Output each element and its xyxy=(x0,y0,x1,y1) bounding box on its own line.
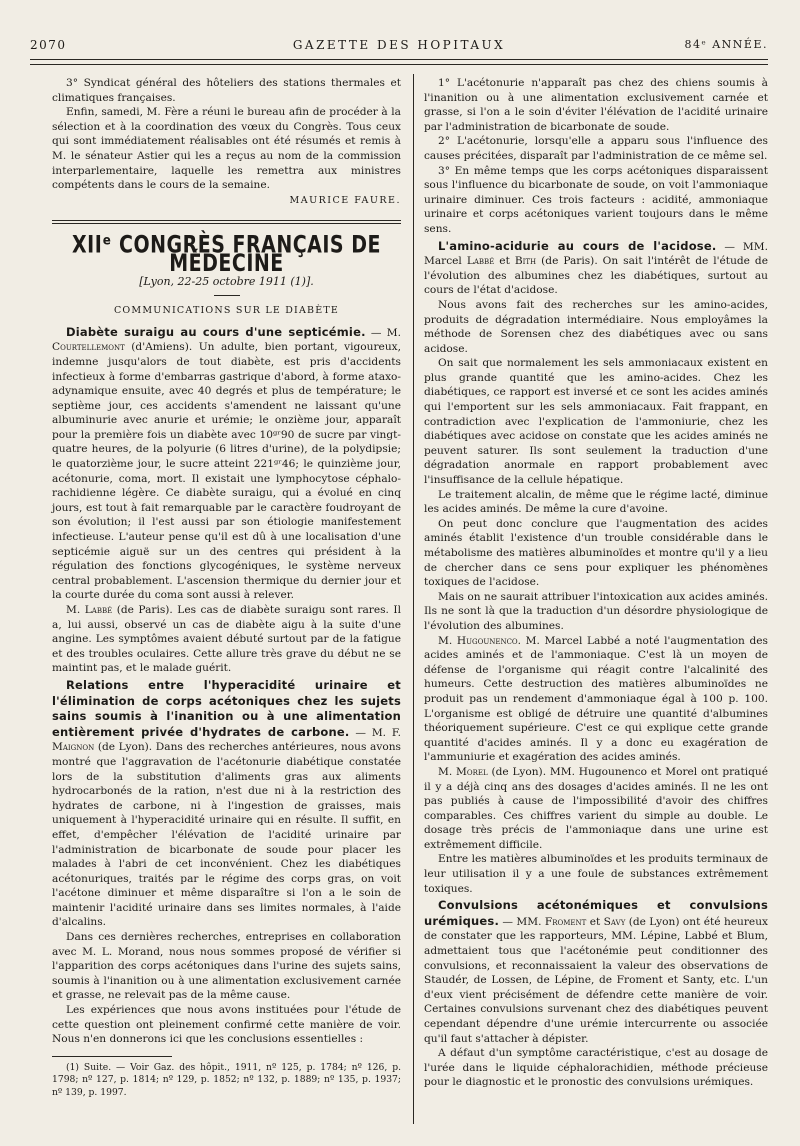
dash: — xyxy=(716,240,743,253)
author-name: Labbé xyxy=(466,255,495,268)
page-number: 2070 xyxy=(30,38,67,52)
author-name: M. Labbé xyxy=(66,604,113,616)
paragraph: 1° L'acétonurie n'apparaît pas chez des chiens soumis à l'inanition ou à une alimentation exclusivement carnée et grasse, si l'on a le soin d'éviter l'élévation de l'acidité urinaire par l'administration de bicarbonate de soude. xyxy=(424,77,768,133)
paragraph: 3° En même temps que les corps acétoniques disparaissent sous l'influence du bicarbonate de soude, on voit l'ammoniaque urinaire diminuer. Ces trois facteurs : acidité, ammoniaque urinaire et corps acétoniques varient toujours dans le même sens. xyxy=(424,164,768,235)
article-paragraph xyxy=(424,898,768,1046)
author-name: M. Courtellemont xyxy=(52,326,401,354)
article-heading: Diabète suraigu au cours d'une septicémie. xyxy=(66,324,366,339)
right-column xyxy=(424,76,768,1090)
header-rule-thin xyxy=(30,64,768,65)
paragraph: Dans ces dernières recherches, entreprises en collaboration avec M. L. Morand, nous nous sommes proposé de vérifier si l'apparition des corps acétoniques dans l'urine des sujets sains, soumis à l'inanition ou à une alimentation exclusivement carnée et grasse, ne relevait pas de la même cause. xyxy=(52,931,401,1002)
author-name: Bith xyxy=(514,255,537,268)
paragraph: Mais on ne saurait attribuer l'intoxication aux acides aminés. Ils ne sont là que la traduction d'un désordre physiologique de l'évolution des albumines. xyxy=(424,590,768,632)
paragraph: Les expériences que nous avons instituées pour l'étude de cette question ont pleinement confirmé cette manière de voir. Nous n'en donnerons ici que les conclusions essentielles : xyxy=(52,1004,401,1046)
author-name: Froment xyxy=(544,915,587,928)
year-label: 84ᵉ ANNÉE. xyxy=(684,38,768,51)
dash: — xyxy=(365,326,387,339)
paragraph: Enfin, samedi, M. Fère a réuni le bureau afin de procéder à la sélection et à la coordination des vœux du Congrès. Tous ceux qui sont immédiatement réalisables ont été résumés et remis à M. le sénateur Astier qui les a reçus au nom de la commission interparlementaire, laquelle les remettra aux ministres compétents dans le cours de la semaine. xyxy=(52,106,401,192)
congress-title: XIIᵉ CONGRÈS FRANÇAIS DE MÉDECINE xyxy=(72,231,381,278)
paragraph xyxy=(424,765,768,853)
short-rule xyxy=(214,295,240,296)
paragraph: Entre les matières albuminoïdes et les produits terminaux de leur utilisation il y a une foule de substances extrêmement toxiques. xyxy=(424,853,768,895)
article-heading: Relations entre l'hyperacidité urinaire et l'élimination de corps acétoniques chez les sujets sains soumis à l'inanition ou à une alimentation entièrement privée d'hydrates de carbone. xyxy=(52,677,401,739)
paragraph: Nous avons fait des recherches sur les amino-acides, produits de dégradation intermédiaire. Nous employâmes la méthode de Sorensen chez des diabétiques avec ou sans acidose. xyxy=(424,298,768,355)
article-heading: Convulsions acétonémiques et convulsions urémiques. xyxy=(424,898,768,928)
left-column xyxy=(52,76,401,1099)
author-name: M. F. Maignon xyxy=(52,726,402,754)
article-text: et xyxy=(586,915,604,928)
paragraph: A défaut d'un symptôme caractéristique, c'est au dosage de l'urée dans le liquide céphalorachidien, méthode précieuse pour le diagnostic et le pronostic des convulsions urémiques. xyxy=(424,1047,768,1089)
author-name: M. Morel xyxy=(438,765,488,778)
author-name: Savy xyxy=(603,915,626,928)
paragraph: On peut donc conclure que l'augmentation des acides aminés établit l'existence d'un trouble considérable dans le métabolisme des matières albuminoïdes et montre qu'il y a lieu de chercher dans ce sens pour expliquer les phénomènes toxiques de l'acidose. xyxy=(424,517,768,589)
paragraph xyxy=(52,603,401,676)
article-text: — MM. xyxy=(499,915,545,928)
article-text: M. Marcel Labbé a noté l'augmentation des acides aminés et de l'ammoniaque. C'est là un moyen de défense de l'organisme qui réagit contre l'alcalinité des humeurs. Cette destruction des matières albuminoïdes ne produit pas un rendement d'ammoniaque égal à 100 p. 100. L'organisme est obligé de détruire une quantité d'albumines théoriquement supérieure. C'est ce qui explique cette grande quantité d'acides aminés. Il y a donc eu exagération de l'ammuniurie et exagération des acides aminés. xyxy=(424,634,768,764)
article-text: et xyxy=(494,255,515,268)
section-title: COMMUNICATIONS SUR LE DIABÈTE xyxy=(113,305,340,317)
paragraph: 2° L'acétonurie, lorsqu'elle a apparu sous l'influence des causes précitées, disparaît par l'administration de ce même sel. xyxy=(424,135,768,162)
article-paragraph xyxy=(52,678,401,930)
running-header xyxy=(30,38,768,58)
signature: MAURICE FAURE. xyxy=(289,194,401,206)
congress-dates: [Lyon, 22-25 octobre 1911 (1)]. xyxy=(139,274,314,288)
article-heading: L'amino-acidurie au cours de l'acidose. xyxy=(438,238,717,253)
paragraph: On sait que normalement les sels ammoniacaux existent en plus grande quantité que les amino-acides. Chez les diabétiques, ce rapport est inversé et ce sont les acides aminés qui l'emportent sur les sels ammoniacaux. Fait frappant, en contradiction avec l'explication de l'ammoniurie, chez les diabétiques avec acidose on constate que les acides aminés ne peuvent saturer. Ils sont seulement la traduction d'une dégradation anormale en rapport probablement avec l'insuffisance de la cellule hépatique. xyxy=(424,357,768,487)
section-double-rule xyxy=(52,220,401,224)
article-text: (de Lyon). Dans des recherches antérieures, nous avons montré que l'aggravation de l'acétonurie diabétique constatée lors de la substitution d'aliments gras aux aliments hydrocarbonés de la ration, n'est due ni à la restriction des hydrates de carbone, ni à l'ingestion de graisses, mais uniquement à l'hyperacidité urinaire qui en résulte. Il suffit, en effet, d'empêcher l'élévation de l'acidité urinaire par l'administration de bicarbonate de soude pour placer les malades à l'abri de cet inconvénient. Chez les diabétiques acétonuriques, traités par le régime des corps gras, on voit l'acétone diminuer et même disparaître si l'on a le soin de maintenir l'acidité urinaire dans ses limites normales, à l'aide d'alcalins. xyxy=(52,741,401,929)
paragraph: Le traitement alcalin, de même que le régime lacté, diminue les acides aminés. De même la cure d'avoine. xyxy=(424,488,768,516)
paragraph: 3° Syndicat général des hôteliers des stations thermales et climatiques françaises. xyxy=(52,77,401,104)
article-paragraph xyxy=(52,325,401,603)
author-name: M. Hugounenco. xyxy=(438,634,522,647)
footnote: (1) Suite. — Voir Gaz. des hôpit., 1911, nº 125, p. 1784; nº 126, p. 1798; nº 127, p. 1814; nº 129, p. 1852; nº 132, p. 1889; nº 135, p. 1937; nº 139, p. 1997. xyxy=(52,1061,401,1098)
article-text: (de Lyon) ont été heureux de constater que les rapporteurs, MM. Lépine, Labbé et Blum, admettaient tous que l'acétonémie peut conditionner des convulsions, et reconnaissaient la valeur des observations de Staudér, de Lossen, de Lépine, de Froment et Santy, etc. L'un d'eux vient précisément de défendre cette manière de voir. Certaines convulsions survenant chez des diabétiques peuvent cependant dépendre d'une urémie intercurrente ou associée qu'il faut s'attacher à dépister. xyxy=(424,915,768,1045)
article-paragraph xyxy=(424,239,768,298)
header-rule xyxy=(30,59,768,60)
article-text: (de Paris). Les cas de diabète suraigu sont rares. Il a, lui aussi, observé un cas de diabète aigu à la suite d'une angine. Les symptômes avaient débuté surtout par de la fatigue et des troubles oculaires. Cette allure très grave du début ne se maintint pas, et le malade guérit. xyxy=(52,604,401,675)
article-text: (de Paris). On sait l'intérêt de l'étude de l'évolution des albumines chez les diabétiques, surtout au cours de l'état d'acidose. xyxy=(424,255,768,297)
column-divider xyxy=(413,74,414,1124)
article-text: (de Lyon). MM. Hugounenco et Morel ont pratiqué il y a déjà cinq ans des dosages d'acides aminés. Il ne les ont pas publiés à cause de l'impossibilité d'avoir des chiffres comparables. Ces chiffres varient du simple au double. Le dosage très précis de l'ammoniaque dans une urine est extrêmement difficile. xyxy=(424,765,768,851)
article-text: (d'Amiens). Un adulte, bien portant, vigoureux, indemne jusqu'alors de tout diabète, est pris d'accidents infectieux à forme d'embarras gastrique d'abord, à forme ataxo-adynamique ensuite, avec 40 degrés et plus de température; le septième jour, ces accidents s'amendent ne laissant qu'une albuminurie avec anurie et urémie; le onzième jour, apparaît pour la première fois un diabète avec 10ᵍʳ90 de sucre par vingt-quatre heures, de la polyurie (6 litres d'urine), de la polydipsie; le quatorzième jour, le sucre atteint 221ᵍʳ46; le quinzième jour, acétonurie, coma, mort. Il existait une lymphocytose céphalo-rachidienne légère. Ce diabète suraigu, qui a évolué en cinq jours, est tout à fait remarquable par le caractère foudroyant de son évolution; il l'est aussi par son étiologie manifestement infectieuse. L'auteur pense qu'il est dû à une localisation d'une septicémie aiguë sur un des centres qui président à la régulation des fonctions glycogéniques, le système nerveux central probablement. L'ascension thermique du dernier jour et la courte durée du coma sont aussi à relever. xyxy=(52,341,401,602)
journal-title: GAZETTE DES HOPITAUX xyxy=(292,38,506,52)
footnote-rule xyxy=(52,1056,172,1057)
paragraph xyxy=(424,634,768,765)
article-text: MM. Marcel xyxy=(424,240,768,268)
dash: — xyxy=(349,726,372,739)
